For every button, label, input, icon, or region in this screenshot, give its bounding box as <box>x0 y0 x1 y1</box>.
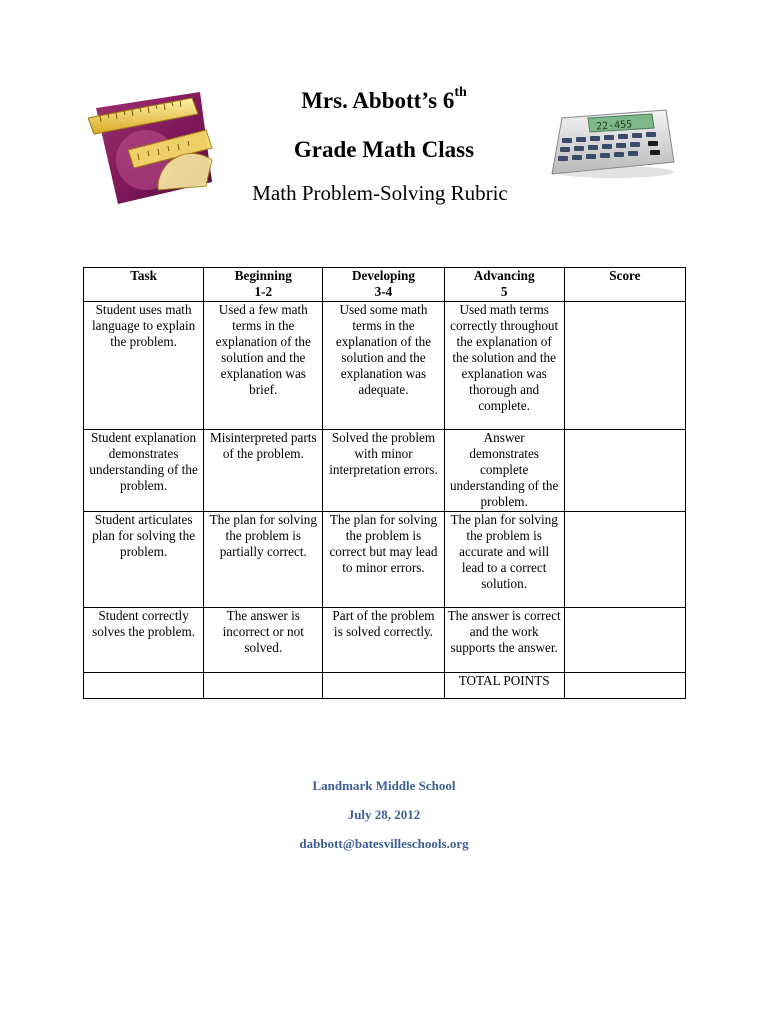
header-advancing: Advancing 5 <box>444 268 564 302</box>
score-cell <box>564 512 685 608</box>
score-cell <box>564 430 685 512</box>
developing-cell: Used some math terms in the explanation of the solution and the explanation was adequate. <box>323 302 444 430</box>
table-row <box>84 512 686 608</box>
developing-cell: Part of the problem is solved correctly. <box>323 608 444 673</box>
developing-cell: The plan for solving the problem is correct but may lead to minor errors. <box>323 512 444 608</box>
header-task: Task <box>84 268 204 302</box>
empty-cell <box>323 673 444 699</box>
rubric-table <box>83 267 686 699</box>
advancing-cell: The answer is correct and the work supports the answer. <box>444 608 564 673</box>
contact-email[interactable]: dabbott@batesvilleschools.org <box>299 836 469 851</box>
score-cell <box>564 302 685 430</box>
score-cell <box>564 608 685 673</box>
beginning-cell: The plan for solving the problem is partially correct. <box>204 512 323 608</box>
header-developing: Developing 3-4 <box>323 268 444 302</box>
document-date: July 28, 2012 <box>347 807 421 822</box>
page-subtitle: Math Problem-Solving Rubric <box>252 181 508 205</box>
empty-cell <box>84 673 204 699</box>
developing-cell: Solved the problem with minor interpretation errors. <box>323 430 444 512</box>
task-cell: Student uses math language to explain the problem. <box>84 302 204 430</box>
header-score: Score <box>564 268 685 302</box>
total-points-label: TOTAL POINTS <box>444 673 564 699</box>
title-main: Mrs. Abbott’s 6 <box>301 88 455 113</box>
title-superscript: th <box>454 85 467 101</box>
table-row <box>84 302 686 430</box>
calculator-icon <box>548 108 678 180</box>
table-row <box>84 608 686 673</box>
calculator-display: 22-455 <box>595 119 633 133</box>
advancing-cell: Answer demonstrates complete understanding of the problem. <box>444 430 564 512</box>
beginning-cell: Used a few math terms in the explanation of the solution and the explanation was brief. <box>204 302 323 430</box>
header-beginning: Beginning 1-2 <box>204 268 323 302</box>
table-row <box>84 430 686 512</box>
empty-cell <box>204 673 323 699</box>
school-name: Landmark Middle School <box>312 778 456 793</box>
total-points-value <box>564 673 685 699</box>
total-row <box>84 673 686 699</box>
task-cell: Student explanation demonstrates understanding of the problem. <box>84 430 204 512</box>
task-cell: Student articulates plan for solving the problem. <box>84 512 204 608</box>
page-title-line2: Grade Math Class <box>293 137 475 162</box>
task-cell: Student correctly solves the problem. <box>84 608 204 673</box>
table-header-row <box>84 268 686 302</box>
advancing-cell: The plan for solving the problem is accurate and will lead to a correct solution. <box>444 512 564 608</box>
beginning-cell: The answer is incorrect or not solved. <box>204 608 323 673</box>
beginning-cell: Misinterpreted parts of the problem. <box>204 430 323 512</box>
advancing-cell: Used math terms correctly throughout the explanation of the solution and the explanation was thorough and complete. <box>444 302 564 430</box>
